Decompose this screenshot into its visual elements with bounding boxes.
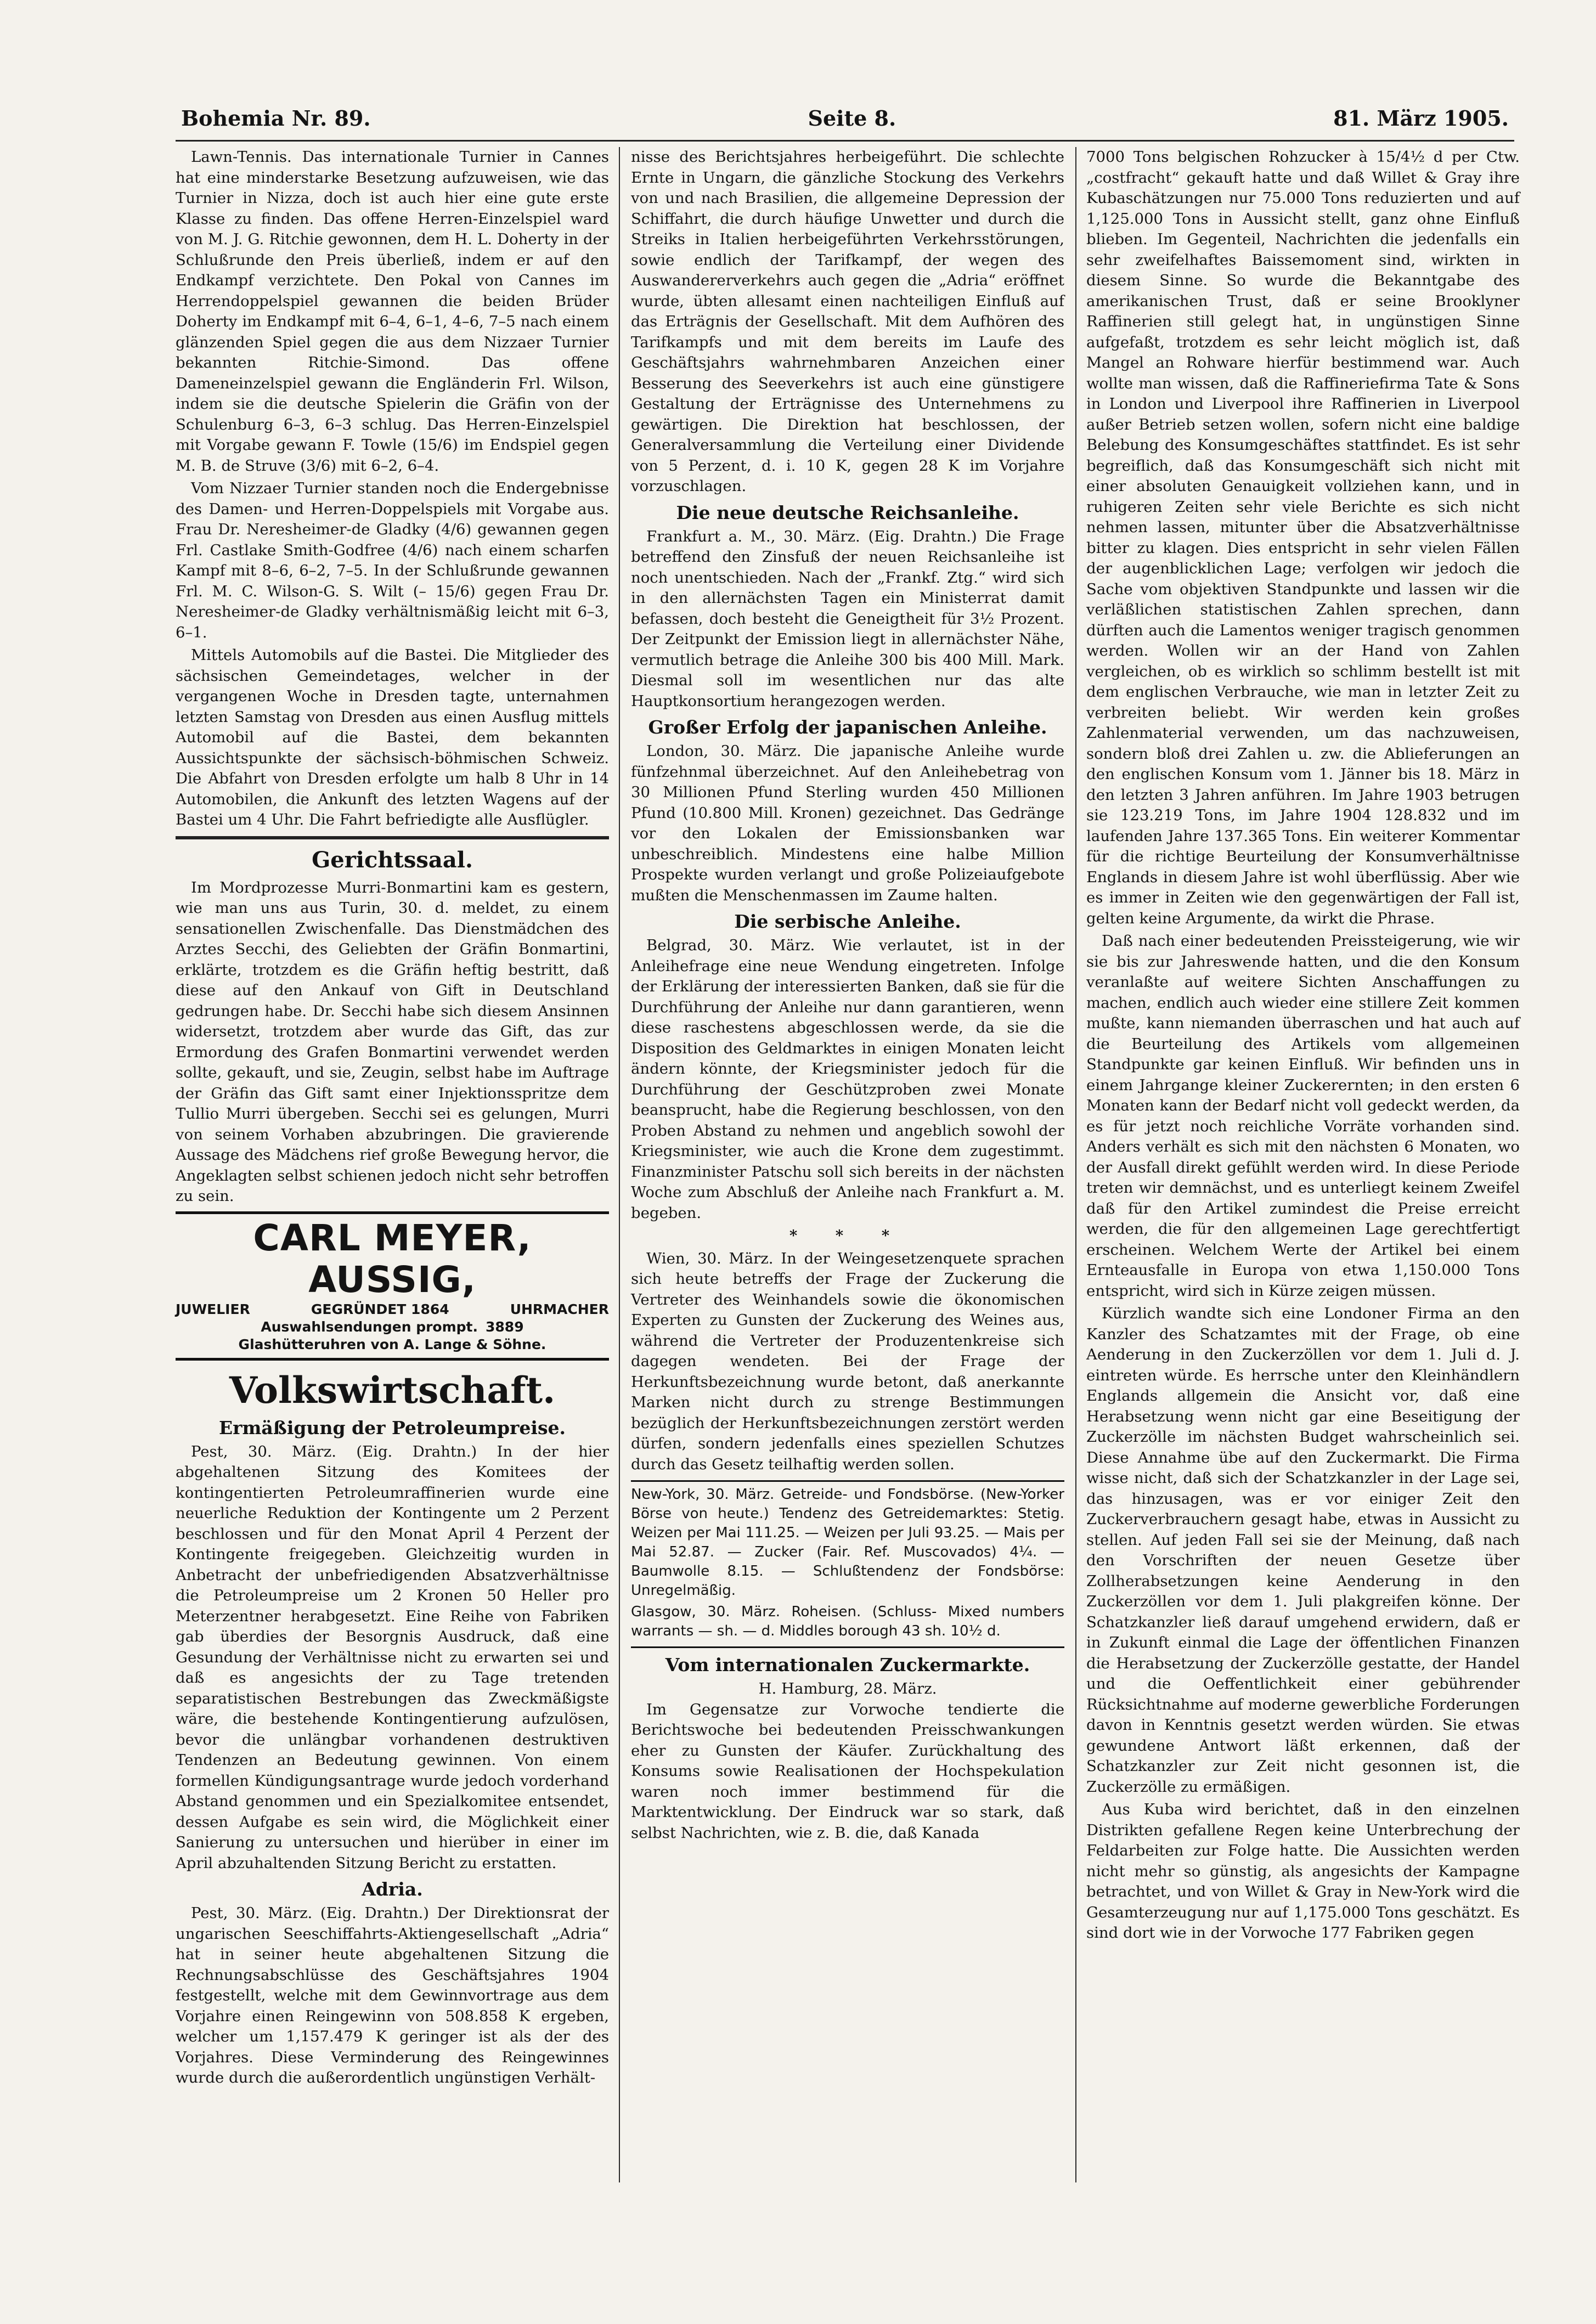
article-reichsanleihe: Frankfurt a. M., 30. März. (Eig. Drahtn.) Die Frage betreffend den Zinsfuß der neuen Reichsanleihe ist noch unentschieden. Nach der „Frankf. Ztg.“ wird sich in den allernächsten Tagen ein Ministerrat damit befassen, doch besteht die Geneigtheit für 3½ Prozent. Der Zeitpunkt der Emission liegt in allernächster Nähe, vermutlich betrage die Anleihe 300 bis 400 Mill. Mark. Diesmal soll im wesentlichen nur das alte Hauptkonsortium herangezogen werden.: [631, 527, 1064, 710]
article-zuckermarkt: Im Gegensatze zur Vorwoche tendierte die Berichtswoche bei bedeutenden Preisschwankungen eher zu Gunsten der Käufer. Zurückhaltung des Konsums sowie Realisationen der Hochspekulation waren noch immer bestimmend für die Marktentwicklung. Der Eindruck war so stark, daß selbst Nachrichten, wie z. B. die, daß Kanada: [631, 1700, 1064, 1842]
ad-shipping: Auswahlsendungen prompt.: [261, 1318, 478, 1335]
article-nizza-turnier: Vom Nizzaer Turnier standen noch die Endergebnisse des Damen- und Herren-Doppelspiels mit Vorgabe aus. Frau Dr. Neresheimer-de Gladky (4/6) gewannen gegen Frl. Castlake Smith-Godfree (4/6) nach einem scharfen Kampf mit 8–6, 6–2, 7–5. In der Schlußrunde gewannen Frl. M. C. Wilson-G. S. Wilt (– 15/6) gegen Frau Dr. Neresheimer-de Gladky verhältnismäßig leicht mit 6–3, 6–1.: [176, 480, 609, 641]
article-mordprozess: Im Mordprozesse Murri-Bonmartini kam es gestern, wie man uns aus Turin, 30. d. meldet, zu einem sensationellen Zwischenfalle. Das Dienstmädchen des Arztes Secchi, des Geliebten der Gräfin Bonmartini, erklärte, trotzdem es die Gräfin heftig bestritt, daß diese auf den Ankauf von Gift in Deutschland gedrungen habe. Dr. Secchi habe sich diesem Ansinnen widersetzt, trotzdem aber wurde das Gift, das zur Ermordung des Grafen Bonmartini verwendet werden sollte, gekauft, und sie, Zeugin, selbst habe im Auftrage der Gräfin das Gift samt einer Injektionsspritze dem Tullio Murri übergeben. Secchi sei es gelungen, Murri von seinem Vorhaben abzubringen. Die gravierende Aussage des Mädchens rief große Bewegung hervor, die Angeklagten selbst schienen jedoch nicht sehr betroffen zu sein.: [176, 878, 609, 1205]
article-serbische-anleihe: Belgrad, 30. März. Wie verlautet, ist in der Anleihefrage eine neue Wendung eingetreten. Infolge der Erklärung der interessierten Banken, daß sie für die Durchführung der Anleihe nur dann garantieren, wenn diese raschestens abgeschlossen werde, da sie die Disposition des Geldmarktes in einigen Monaten leicht ändern könnte, der Kriegsminister jedoch für die Durchführung der Geschützproben zwei Monate beansprucht, habe die Regierung beschlossen, von den Proben Abstand zu nehmen und angeblich sowohl der Kriegsminister, wie auch die Krone dem zugestimmt. Finanzminister Patschu soll sich bereits in der nächsten Woche zum Abschluß der Anleihe nach Frankfurt a. M. begeben.: [631, 937, 1064, 1222]
ad-line: [176, 1318, 609, 1336]
section-title-volkswirtschaft: Volkswirtschaft.: [229, 1368, 556, 1412]
ad-subline: [176, 1301, 609, 1318]
advertisement-carl-meyer: [176, 1211, 609, 1361]
ad-founded: GEGRÜNDET 1864: [311, 1301, 449, 1317]
column-divider: [619, 147, 620, 2182]
column-2: [631, 147, 1064, 1846]
article-preissteigerung: Daß nach einer bedeutenden Preissteigerung, wie wir sie bis zur Jahreswende hatten, und die den Konsum veranlaßte auf weitere Sichten Anschaffungen zu machen, endlich auch wieder eine stillere Zeit kommen mußte, kann niemanden überraschen und hat auch auf die Beurteilung des Artikels vom allgemeinen Standpunkte gar keinen Einfluß. Wir befinden uns in einem Jahrgange kleiner Zuckerernten; in den ersten 6 Monaten kann der Bedarf nicht voll gedeckt werden, da es für jetzt noch reichliche Vorräte vorhanden sind. Anders verhält es sich mit den nächsten 6 Monaten, wo der Ausfall direkt gefühlt werden wird. In diese Periode treten wir demnächst, und es unterliegt keinem Zweifel daß für den Artikel zumindest die Preise erreicht werden, die für den allgemeinen Lage gerechtfertigt erscheinen. Welchem Werte der Artikel bei einem Ernteausfalle in Europa von etwa 1,150.000 Tons entspricht, wird sich in Kürze zeigen müssen.: [1086, 932, 1520, 1300]
page-number: Seite 8.: [808, 105, 896, 131]
article-adria-cont: nisse des Berichtsjahres herbeigeführt. Die schlechte Ernte in Ungarn, die gänzliche Stockung des Verkehrs von und nach Brasilien, die allgemeine Depression der Schiffahrt, die durch häufige Unwetter und durch die Streiks in Italien herbeigeführten Verkehrsstörungen, sowie endlich der Tarifkampf, der wegen des Auswandererverkehrs auch gegen die „Adria“ eröffnet wurde, übten allesamt einen nachteiligen Einfluß auf das Erträgnis der Gesellschaft. Mit dem Aufhören des Tarifkampfs und mit dem bereits im Laufe des Geschäftsjahrs wahrnehmbaren Anzeichen einer Besserung des Seeverkehrs ist auch eine günstigere Gestaltung der Erträgnisse des Unternehmens zu gewärtigen. Die Direktion hat beschlossen, der Generalversammlung die Verteilung einer Dividende von 5 Perzent, d. i. 10 K, gegen 28 K im Vorjahre vorzuschlagen.: [631, 148, 1064, 495]
column-3: [1086, 147, 1520, 1946]
headline-reichsanleihe: Die neue deutsche Reichsanleihe.: [676, 501, 1019, 523]
market-report: [631, 1480, 1064, 1648]
header-rule: [176, 140, 1514, 142]
ad-right: UHRMACHER: [510, 1301, 609, 1317]
article-adria: Pest, 30. März. (Eig. Drahtn.) Der Direktionsrat der ungarischen Seeschiffahrts-Aktiengesellschaft „Adria“ hat in seiner heute abgehaltenen Sitzung die Rechnungsabschlüsse des Geschäftsjahres 1904 festgestellt, welche mit dem Gewinnvortrage aus dem Vorjahre einen Reingewinn von 508.858 K ergeben, welcher um 1,157.479 K geringer ist als der des Vorjahres. Diese Verminderung des Reingewinnes wurde durch die außerordentlich ungünstigen Verhält-: [176, 1904, 609, 2086]
market-newyork: New-York, 30. März. Getreide- und Fondsbörse. (New-Yorker Börse von heute.) Tendenz des Getreidemarktes: Stetig. Weizen per Mai 111.25. — Weizen per Juli 93.25. — Mais per Mai 52.87. — Zucker (Fair. Ref. Muscovados) 4¼. — Baumwolle 8.15. — Schlußtendenz der Fondsbörse: Unregelmäßig.: [631, 1486, 1064, 1599]
article-lawn-tennis: Lawn-Tennis. Das internationale Turnier in Cannes hat eine minderstarke Besetzung aufzuweisen, wie das Turnier in Nizza, doch ist auch hier eine gute erste Klasse zu finden. Das offene Herren-Einzelspiel ward von M. J. G. Ritchie gewonnen, dem H. L. Doherty in der Schlußrunde den Preis überließ, indem er auf den Endkampf verzichtete. Den Pokal von Cannes im Herrendoppelspiel gewannen die beiden Brüder Doherty im Endkampf mit 6–4, 6–1, 4–6, 7–5 nach einem glänzenden Spiel gegen die aus dem Nizzaer Turnier bekannten Ritchie-Simond. Das offene Dameneinzelspiel gewann die Engländerin Frl. Wilson, indem sie die deutsche Spielerin die Gräfin von der Schulenburg 6–3, 6–3 schlug. Das Herren-Einzelspiel mit Vorgabe gewann F. Towle (15/6) im Endspiel gegen M. B. de Struve (3/6) mit 6–2, 6–4.: [176, 148, 609, 475]
ad-title: CARL MEYER, AUSSIG,: [253, 1216, 532, 1301]
article-japan-anleihe: London, 30. März. Die japanische Anleihe wurde fünfzehnmal überzeichnet. Auf den Anleihebetrag von 30 Millionen Pfund Sterling wurden 450 Millionen Pfund (10.800 Mill. Kronen) gezeichnet. Das Gedränge vor den Lokalen der Emissionsbanken war unbeschreiblich. Mindestens eine halbe Million Prospekte wurden verlangt und große Polizeiaufgebote mußten die Menschenmassen im Zaume halten.: [631, 742, 1064, 904]
article-zucker-cont: 7000 Tons belgischen Rohzucker à 15/4½ d per Ctw. „costfracht“ gekauft hatte und daß Willet & Gray ihre Kubaschätzungen nur 75.000 Tons reduzierten und auf 1,125.000 Tons in Aussicht stellt, ganz ohne Einfluß blieben. Im Gegenteil, Nachrichten die jedenfalls ein sehr zweifelhaftes Baissemoment sind, wirkten in diesem Sinne. So wurde die Bekanntgabe des amerikanischen Trust, daß er seine Brooklyner Raffinerien still gelegt hat, in ungünstigen Sinne aufgefaßt, trotzdem es sehr leicht möglich ist, daß Mangel an Rohware hierfür bestimmend war. Auch wollte man wissen, daß die Raffineriefirma Tate & Sons in London und Liverpool ihre Raffinerien in Liverpool außer Betrieb setzen wollen, sofern nicht eine baldige Belebung des Konsumgeschäftes stattfindet. Es ist sehr begreiflich, daß das Konsumgeschäft sich nicht mit einer absoluten Genauigkeit vollziehen kann, und in ruhigeren Zeiten sehr viele Berichte es sich nicht nehmen lassen, mitunter über die Absatzverhältnisse bitter zu klagen. Dies entspricht in sehr vielen Fällen der augenblicklichen Lage; verfolgen wir jedoch die Sache vom objektiven Standpunkte und lassen wir die verläßlichen statistischen Zahlen sprechen, dann dürften auch die Lamentos weniger tragisch genommen werden. Wollen wir an der Hand von Zahlen vergleichen, ob es wirklich so schlimm bestellt ist mit dem englischen Verbrauche, wie man in letzter Zeit zu verbreiten beliebt. Wir werden kein großes Zahlenmaterial verwenden, um das nachzuweisen, sondern bloß drei Zahlen u. zw. die Ablieferungen an den englischen Konsum vom 1. Jänner bis 18. März in den letzten 3 Jahren anführen. Im Jahre 1903 betrugen sie 123.219 Tons, im Jahre 1904 128.832 und im laufenden Jahre 137.365 Tons. Ein weiterer Kommentar für die richtige Beurteilung der Konsumverhältnisse Englands in diesem Jahre ist wohl überflüssig. Aber wie es immer in Zeiten wie den gegenwärtigen der Fall ist, gelten keine Argumente, da wirkt die Phrase.: [1086, 148, 1520, 927]
column-divider: [1075, 147, 1076, 2182]
article-kuba: Aus Kuba wird berichtet, daß in den einzelnen Distrikten gefallene Regen keine Unterbrechung der Feldarbeiten zur Folge hatte. Die Aussichten werden nicht mehr so günstig, als angesichts der Kampagne betrachtet, und von Willet & Gray in New-York wird die Gesamterzeugung nur auf 1,175.000 Tons geschätzt. Es sind dort wie in der Vorwoche 177 Fabriken gegen: [1086, 1801, 1520, 1942]
headline-zuckermarkt: Vom internationalen Zuckermarkte.: [665, 1654, 1030, 1676]
masthead-left: Bohemia Nr. 89.: [181, 105, 371, 131]
headline-adria: Adria.: [362, 1879, 423, 1900]
headline-japan-anleihe: Großer Erfolg der japanischen Anleihe.: [648, 717, 1047, 738]
ad-line: [176, 1336, 609, 1353]
market-glasgow: Glasgow, 30. März. Roheisen. (Schluss- Mixed numbers warrants — sh. — d. Middles borough 43 sh. 10½ d.: [631, 1604, 1064, 1639]
headline-serbische-anleihe: Die serbische Anleihe.: [734, 911, 961, 932]
article-automobil-bastei: Mittels Automobils auf die Bastei. Die Mitglieder des sächsischen Gemeindetages, welcher in der vergangenen Woche in Dresden tagte, unternahmen letzten Samstag von Dresden aus einen Ausflug mittels Automobil auf die Bastei, dem bekannten Aussichtspunkte der sächsisch-böhmischen Schweiz. Die Abfahrt von Dresden erfolgte um halb 8 Uhr in 14 Automobilen, die Ankunft des letzten Wagens auf der Bastei um 4 Uhr. Die Fahrt befriedigte alle Ausflügler.: [176, 646, 609, 828]
article-zuckerzoelle: Kürzlich wandte sich eine Londoner Firma an den Kanzler des Schatzamtes mit der Frage, ob eine Aenderung in den Zuckerzöllen vor dem 1. Juli d. J. eintreten würde. Es herrsche unter den Kleinhändlern Englands allgemein die Ansicht vor, daß eine Herabsetzung wenn nicht gar eine Beseitigung der Zuckerzölle im nächsten Budget wahrscheinlich sei. Diese Annahme übe auf den Zuckermarkt. Die Firma wisse nicht, daß sich der Schatzkanzler in der Lage sei, das hinzusagen, was er vor einiger Zeit den Zuckerverbrauchern gesagt habe, etwas in Aussicht zu stellen. Auf jeden Fall sei sie der Meinung, daß nach den Vorschriften der neuen Gesetze über Zollherabsetzungen keine Aenderung in den Zuckerzöllen vor dem 1. Juli plakgreifen könne. Der Schatzkanzler ließ darauf umgehend erwidern, daß er in Zukunft einmal die Lage der öffentlichen Finanzen die Herabsetzung der Zuckerzölle gestatte, der Handel und die Oeffentlichkeit einer gebührender Rücksichtnahme auf moderne gewerbliche Forderungen davon in Kenntnis gesetzt werden würden. Sie etwas gewundene Antwort läßt erkennen, daß der Schatzkanzler zur Zeit nicht gesonnen ist, die Zuckerzölle zu ermäßigen.: [1086, 1305, 1520, 1796]
section-rule: [176, 836, 609, 839]
section-title-gerichtssaal: Gerichtssaal.: [312, 847, 473, 873]
article-petroleum: Pest, 30. März. (Eig. Drahtn.) In der hier abgehaltenen Sitzung des Komitees der kontingentierten Petroleumraffinerien wurde eine neuerliche Reduktion der Kontingente um 2 Perzent beschlossen und für den Monat April 4 Perzent der Kontingente freigegeben. Gleichzeitig wurden in Anbetracht der unbefriedigenden Absatzverhältnisse die Petroleumpreise um 2 Kronen 50 Heller pro Meterzentner herabgesetzt. Eine Reihe von Fabriken gab überdies der Besorgnis Ausdruck, daß eine Gesundung der Verhältnisse nicht zu erwarten sei und daß es angesichts der zu Tage tretenden separatistischen Bestrebungen das Zweckmäßigste wäre, die bestehende Kontingentierung aufzulösen, bevor die unlängbar vorhandenen destruktiven Tendenzen an Bedeutung gewinnen. Von einem formellen Kündigungsantrage wurde jedoch vorderhand Abstand genommen und ein Spezialkomitee entsendet, dessen Aufgabe es sein wird, die Möglichkeit einer Sanierung zu untersuchen und hierüber in einer im April abzuhaltenden Sitzung Bericht zu erstatten.: [176, 1442, 609, 1872]
ad-watches: Glashütteruhren von A. Lange & Söhne.: [238, 1336, 546, 1352]
article-weingesetz: Wien, 30. März. In der Weingesetzenquete sprachen sich heute betreffs der Frage der Zuckerung die Vertreter des Weinhandels sowie die ökonomischen Experten zu Gunsten der Zuckerung des Weines aus, während die Vertreter der Produzentenkreise sich dagegen wendeten. Bei der Frage der Herkunftsbezeichnung wurde betont, daß anerkannte Marken nicht durch zu strenge Bestimmungen bezüglich der Herkunftsbezeichnungen zerstört werden dürfen, sondern jedenfalls eines speziellen Schutzes durch das Gesetz teilhaftig werden sollen.: [631, 1249, 1064, 1473]
page-header: [181, 99, 1509, 137]
issue-date: 81. März 1905.: [1333, 105, 1509, 131]
column-1: [176, 147, 609, 2091]
ad-left: JUWELIER: [176, 1301, 250, 1317]
headline-petroleumpreise: Ermäßigung der Petroleumpreise.: [218, 1417, 566, 1439]
dateline: H. Hamburg, 28. März.: [758, 1680, 937, 1697]
separator-stars: * * *: [789, 1227, 906, 1244]
ad-number: 3889: [486, 1318, 524, 1335]
